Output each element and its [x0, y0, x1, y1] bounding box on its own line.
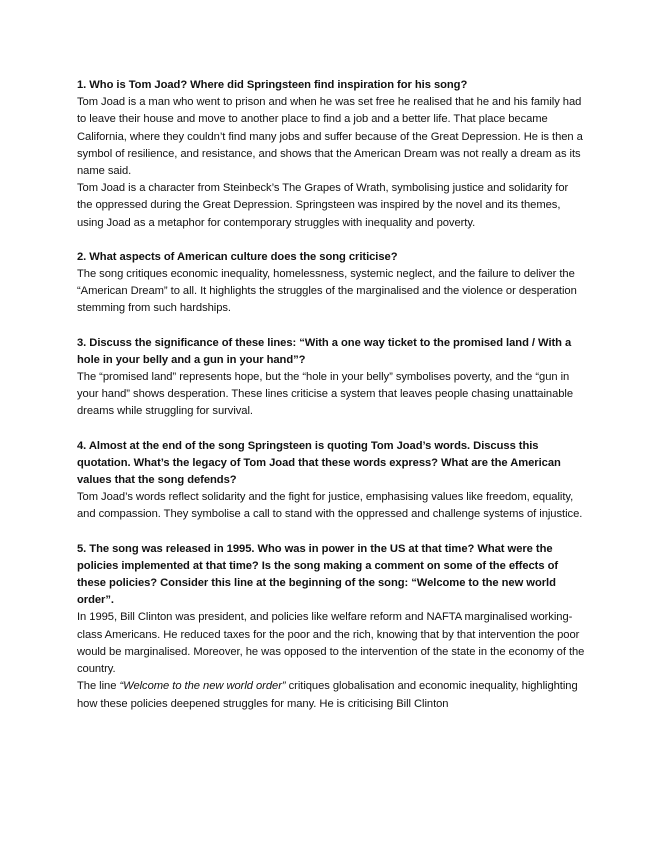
question-block-4	[77, 438, 585, 524]
question-5-closing-paragraph	[77, 678, 585, 712]
closing-rest: critiques globalisation and economic inequality, highlighting how these policies deepened struggles for many. He is criticising Bill Clinton	[77, 680, 578, 710]
question-3-heading: 3. Discuss the significance of these lines: “With a one way ticket to the promised land / With a hole in your belly and a gun in your hand”?	[77, 336, 572, 366]
question-4-answer-paragraph: Tom Joad’s words reflect solidarity and the fight for justice, emphasising values like freedom, equality, and compassion. They symbolise a call to stand with the oppressed and challenge systems of injustice.	[77, 491, 583, 521]
closing-quote: “Welcome to the new world order”	[119, 680, 286, 693]
question-2-heading: 2. What aspects of American culture does the song criticise?	[77, 250, 398, 263]
question-block-5	[77, 541, 585, 713]
question-block-3	[77, 335, 585, 421]
closing-prefix: The line	[77, 680, 120, 693]
question-block-1	[77, 77, 585, 232]
question-5-answer-paragraph: In 1995, Bill Clinton was president, and policies like welfare reform and NAFTA marginalised working-class Americans. He reduced taxes for the poor and the rich, knowing that by that intervention the poor would be marginalised. Moreover, he was opposed to the intervention of the state in the economy of the country.	[77, 611, 585, 676]
question-4-heading: 4. Almost at the end of the song Springsteen is quoting Tom Joad’s words. Discuss this quotation. What’s the legacy of Tom Joad that these words express? What are the American values that the song defends?	[77, 439, 561, 487]
question-1-heading: 1. Who is Tom Joad? Where did Springsteen find inspiration for his song?	[77, 79, 468, 91]
question-2-answer-paragraph: The song critiques economic inequality, homelessness, systemic neglect, and the failure to deliver the “American Dream” to all. It highlights the struggles of the marginalised and the violence or desperation stemming from such hardships.	[77, 268, 577, 315]
question-3-answer-paragraph: The “promised land” represents hope, but the “hole in your belly” symbolises poverty, and the “gun in your hand” shows desperation. These lines criticise a system that leaves people chasing unattainable dreams while struggling for survival.	[77, 371, 574, 418]
question-1-answer-paragraph-2: Tom Joad is a character from Steinbeck’s The Grapes of Wrath, symbolising justice and solidarity for the oppressed during the Great Depression. Springsteen was inspired by the novel and its themes, using Joad as a metaphor for contemporary struggles with inequality and poverty.	[77, 182, 569, 229]
question-block-2	[77, 249, 585, 318]
question-1-answer-paragraph-1: Tom Joad is a man who went to prison and when he was set free he realised that he and his family had to leave their house and move to another place to find a job and a better life. That place became California, where they couldn’t find many jobs and suffer because of the Great Depression. He is then a symbol of resilience, and resistance, and shows that the American Dream was not really a dream as its name said.	[77, 96, 583, 178]
question-5-heading: 5. The song was released in 1995. Who was in power in the US at that time? What were the policies implemented at that time? Is the song making a comment on some of the effects of these policies? Consider this line at the beginning of the song: “Welcome to the new world order”.	[77, 542, 559, 607]
